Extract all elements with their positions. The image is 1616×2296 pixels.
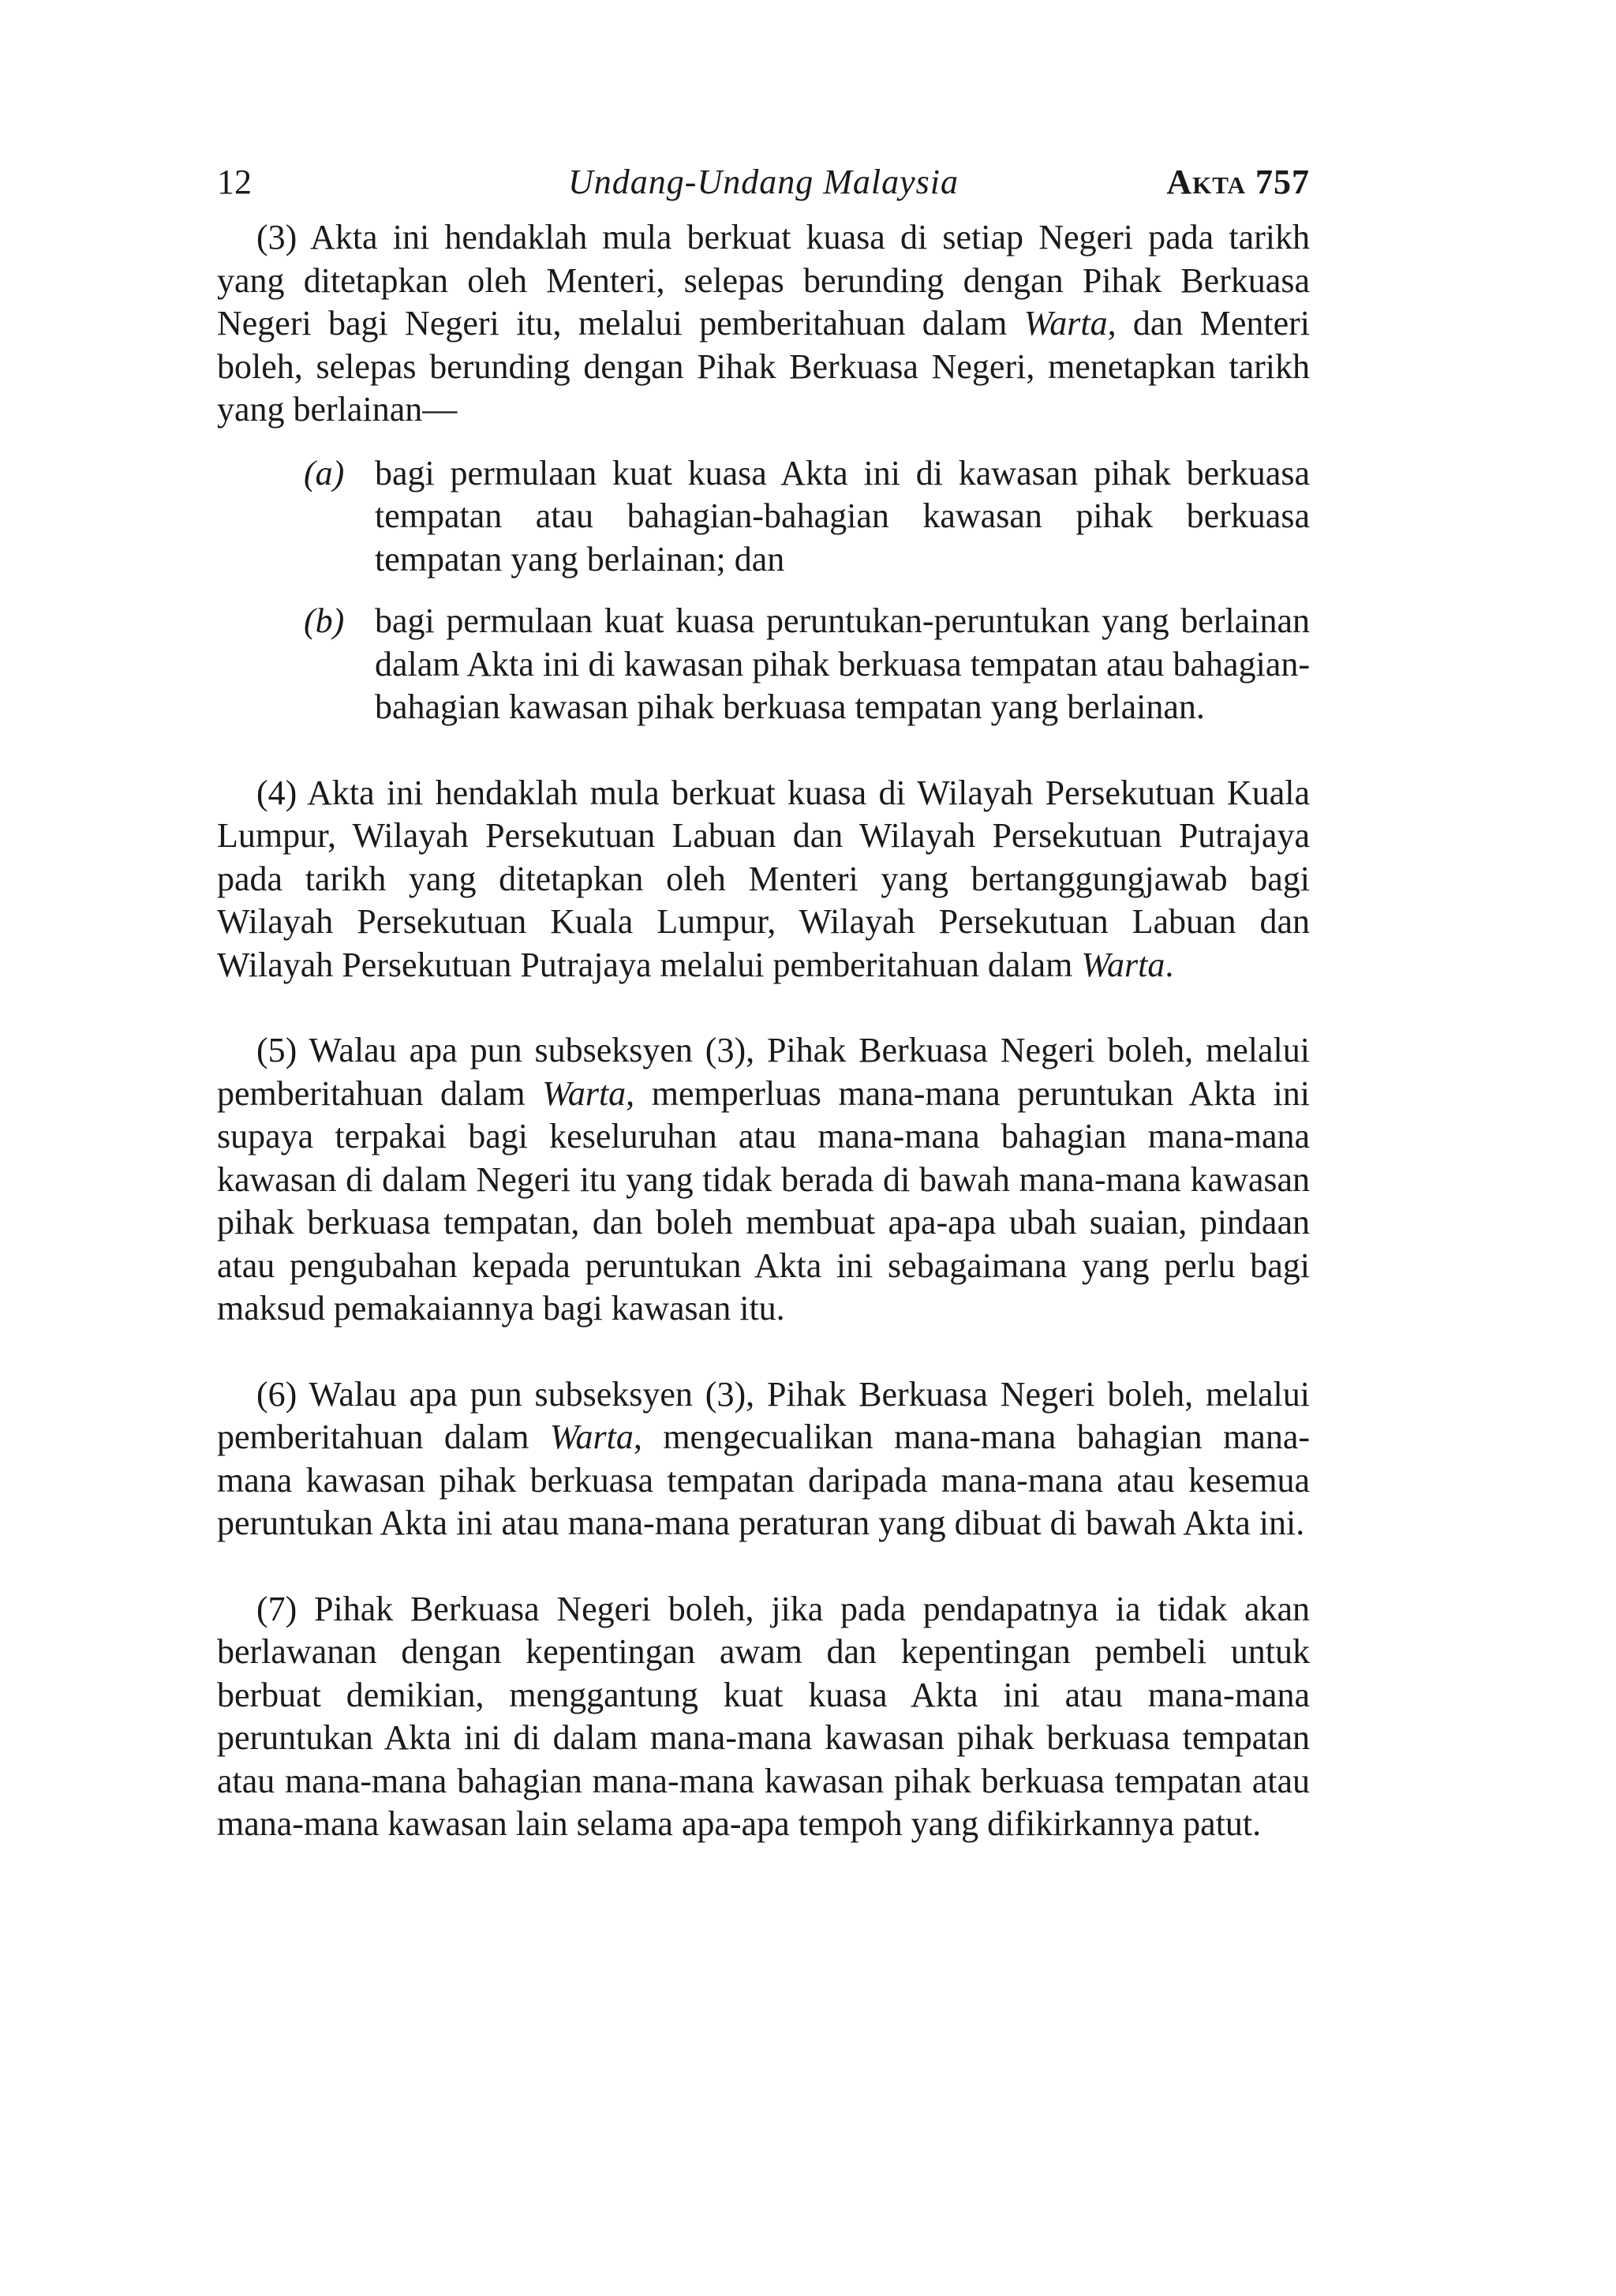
page-number: 12 [217,163,252,201]
subsection-5 [217,1029,1310,1331]
warta-term: Warta [1023,304,1108,343]
act-label [1166,155,1310,210]
subsection-6-text-before: (6) Walau apa pun subseksyen (3), Pihak Berkuasa Negeri boleh, melalui pemberitahuan dalam [217,1374,1310,1456]
document-body [217,216,1310,1846]
subsection-6-text-after: , mengecualikan mana-mana bahagian mana-mana kawasan pihak berkuasa tempatan daripada mana-mana atau kesemua peruntukan Akta ini atau mana-mana peraturan yang dibuat di bawah Akta ini. [217,1418,1311,1542]
paragraph-label: (a) [304,453,345,493]
subsection-3 [217,216,1310,432]
subsection-4 [217,772,1310,987]
subsection-3-text-before: (3) Akta ini hendaklah mula berkuat kuasa di setiap Negeri pada tarikh yang ditetapkan oleh Menteri, selepas berunding dengan Pihak Berkuasa Negeri bagi Negeri itu, melalui pemberitahuan dalam [217,218,1310,343]
running-title: Undang-Undang Malaysia [568,163,959,201]
subsection-6 [217,1373,1310,1545]
subsection-7: (7) Pihak Berkuasa Negeri boleh, jika pada pendapatnya ia tidak akan berlawanan dengan kepentingan awam dan kepentingan pembeli untuk berbuat demikian, menggantung kuat kuasa Akta ini atau mana-mana peruntukan Akta ini di dalam mana-mana kawasan pihak berkuasa tempatan atau mana-mana bahagian mana-mana kawasan pihak berkuasa tempatan atau mana-mana kawasan lain selama apa-apa tempoh yang difikirkannya patut. [217,1589,1310,1843]
document-page [217,155,1310,1846]
paragraph-item-a [217,452,1310,582]
paragraph-text: bagi permulaan kuat kuasa peruntukan-peruntukan yang berlainan dalam Akta ini di kawasan pihak berkuasa tempatan atau bahagian-bahagian kawasan pihak berkuasa tempatan yang berlainan. [375,601,1310,726]
paragraph-label: (b) [304,601,345,640]
subsection-3-text-after: , dan Menteri boleh, selepas berunding dengan Pihak Berkuasa Negeri, menetapkan tarikh yang berlainan— [217,304,1310,429]
subsection-5-text-before: (5) Walau apa pun subseksyen (3), Pihak Berkuasa Negeri boleh, melalui pemberitahuan dalam [217,1031,1310,1113]
warta-term: Warta [549,1418,634,1456]
act-number: 757 [1255,163,1310,201]
subsection-4-text-before: (4) Akta ini hendaklah mula berkuat kuasa di Wilayah Persekutuan Kuala Lumpur, Wilayah Persekutuan Labuan dan Wilayah Persekutuan Putrajaya pada tarikh yang ditetapkan oleh Menteri yang bertanggungjawab bagi Wilayah Persekutuan Kuala Lumpur, Wilayah Persekutuan Labuan dan Wilayah Persekutuan Putrajaya melalui pemberitahuan dalam [217,773,1310,984]
subsection-5-text-after: , memperluas mana-mana peruntukan Akta ini supaya terpakai bagi keseluruhan atau mana-mana bahagian mana-mana kawasan di dalam Negeri itu yang tidak berada di bawah mana-mana kawasan pihak berkuasa tempatan, dan boleh membuat apa-apa ubah suaian, pindaan atau pengubahan kepada peruntukan Akta ini sebagaimana yang perlu bagi maksud pemakaiannya bagi kawasan itu. [217,1073,1311,1328]
warta-term: Warta [542,1073,627,1113]
paragraph-text: bagi permulaan kuat kuasa Akta ini di kawasan pihak berkuasa tempatan atau bahagian-bahagian kawasan pihak berkuasa tempatan yang berlainan; dan [375,453,1310,579]
page-header [217,155,1310,210]
paragraph-item-b [217,600,1310,729]
subsection-3-items [217,452,1310,729]
warta-term: Warta [1081,945,1165,984]
act-word: Akta [1166,163,1246,201]
subsection-4-text-after: . [1165,945,1174,984]
